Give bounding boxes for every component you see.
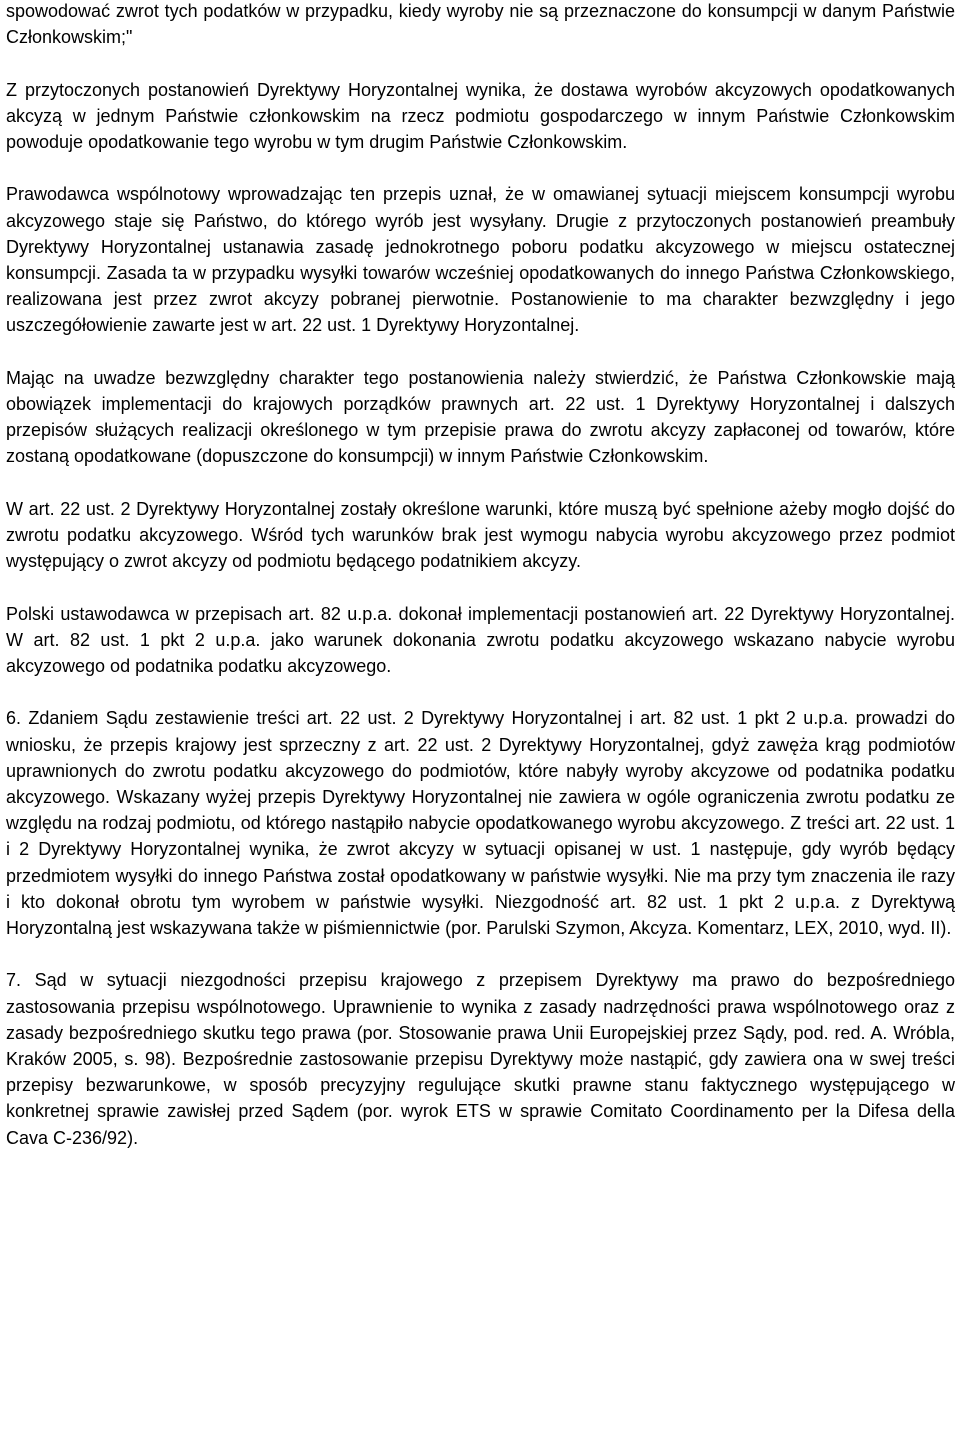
paragraph-2: Z przytoczonych postanowień Dyrektywy Horyzontalnej wynika, że dostawa wyrobów akcyzowych opodatkowanych akcyzą w jednym Państwie członkowskim na rzecz podmiotu gospodarczego w innym Państwie Członkowskim powoduje opodatkowanie tego wyrobu w tym drugim Państwie Członkowskim. xyxy=(6,79,955,152)
paragraph-5: W art. 22 ust. 2 Dyrektywy Horyzontalnej zostały określone warunki, które muszą być spełnione ażeby mogło dojść do zwrotu podatku akcyzowego. Wśród tych warunków brak jest wymogu nabycia wyrobu akcyzowego przez podmiot występujący o zwrot akcyzy od podmiotu będącego podatnikiem akcyzy. xyxy=(6,498,955,572)
paragraph-section-6: 6. Zdaniem Sądu zestawienie treści art. 22 ust. 2 Dyrektywy Horyzontalnej i art. 82 ust. 1 pkt 2 u.p.a. prowadzi do wniosku, że przepis krajowy jest sprzeczny z art. 22 ust. 2 Dyrektywy Horyzontalnej, gdyż zawęża krąg podmiotów uprawnionych do zwrotu podatku akcyzowego do podmiotów, które nabyły wyroby akcyzowe od podatnika podatku akcyzowego. Wskazany wyżej przepis Dyrektywy Horyzontalnej nie zawiera w ogóle ograniczenia zwrotu podatku ze względu na rodzaj podmiotu, od którego nastąpiło nabycie opodatkowanego wyrobu akcyzowego. Z treści art. 22 ust. 1 i 2 Dyrektywy Horyzontalnej wynika, że zwrot akcyzy w sytuacji opisanej w ust. 1 następuje, gdy wyrób będący przedmiotem wysyłki do innego Państwa został opodatkowany w państwie wysyłki. Nie ma przy tym znaczenia ile razy i kto dokonał obrotu tym wyrobem w państwie wysyłki. Niezgodność art. 82 ust. 1 pkt 2 u.p.a. z Dyrektywą Horyzontalną jest wskazywana także w piśmiennictwie (por. Parulski Szymon, Akcyza. Komentarz, LEX, 2010, wyd. II). xyxy=(6,708,955,939)
paragraph-3: Prawodawca wspólnotowy wprowadzając ten przepis uznał, że w omawianej sytuacji miejscem konsumpcji wyrobu akcyzowego staje się Państwo, do którego wyrób jest wysyłany. Drugie z przytoczonych postanowień preambuły Dyrektywy Horyzontalnej ustanawia zasadę jednokrotnego poboru podatku akcyzowego w miejscu ostatecznej konsumpcji. Zasada ta w przypadku wysyłki towarów wcześniej opodatkowanych do innego Państwa Członkowskiego, realizowana jest przez zwrot akcyzy pobranej pierwotnie. Postanowienie to ma charakter bezwzględny i jego uszczegółowienie zawarte jest w art. 22 ust. 1 Dyrektywy Horyzontalnej. xyxy=(6,184,955,336)
paragraph-4: Mając na uwadze bezwzględny charakter tego postanowienia należy stwierdzić, że Państwa Członkowskie mają obowiązek implementacji do krajowych porządków prawnych art. 22 ust. 1 Dyrektywy Horyzontalnej i dalszych przepisów służących realizacji określonego w tym przepisie prawa do zwrotu akcyzy zapłaconej od towarów, które zostaną opodatkowane (dopuszczone do konsumpcji) w innym Państwie Członkowskim. xyxy=(6,367,955,467)
paragraph-6: Polski ustawodawca w przepisach art. 82 u.p.a. dokonał implementacji postanowień art. 22 Dyrektywy Horyzontalnej. W art. 82 ust. 1 pkt 2 u.p.a. jako warunek dokonania zwrotu podatku akcyzowego wskazano nabycie wyrobu akcyzowego od podatnika podatku akcyzowego. xyxy=(6,603,955,676)
paragraph-1: spowodować zwrot tych podatków w przypadku, kiedy wyroby nie są przeznaczone do konsumpcji w danym Państwie Członkowskim;" xyxy=(6,1,955,48)
paragraph-section-7: 7. Sąd w sytuacji niezgodności przepisu krajowego z przepisem Dyrektywy ma prawo do bezpośredniego zastosowania przepisu wspólnotowego. Uprawnienie to wynika z zasady nadrzędności prawa wspólnotowego oraz z zasady bezpośredniego skutku tego prawa (por. Stosowanie prawa Unii Europejskiej przez Sądy, pod. red. A. Wróbla, Kraków 2005, s. 98). Bezpośrednie zastosowanie przepisu Dyrektywy może nastąpić, gdy zawiera ona w swej treści przepisy bezwarunkowe, w sposób precyzyjny regulujące skutki prawne stanu faktycznego występującego w konkretnej sprawie zawisłej przed Sądem (por. wyrok ETS w sprawie Comitato Coordinamento per la Difesa della Cava C-236/92). xyxy=(6,970,955,1148)
